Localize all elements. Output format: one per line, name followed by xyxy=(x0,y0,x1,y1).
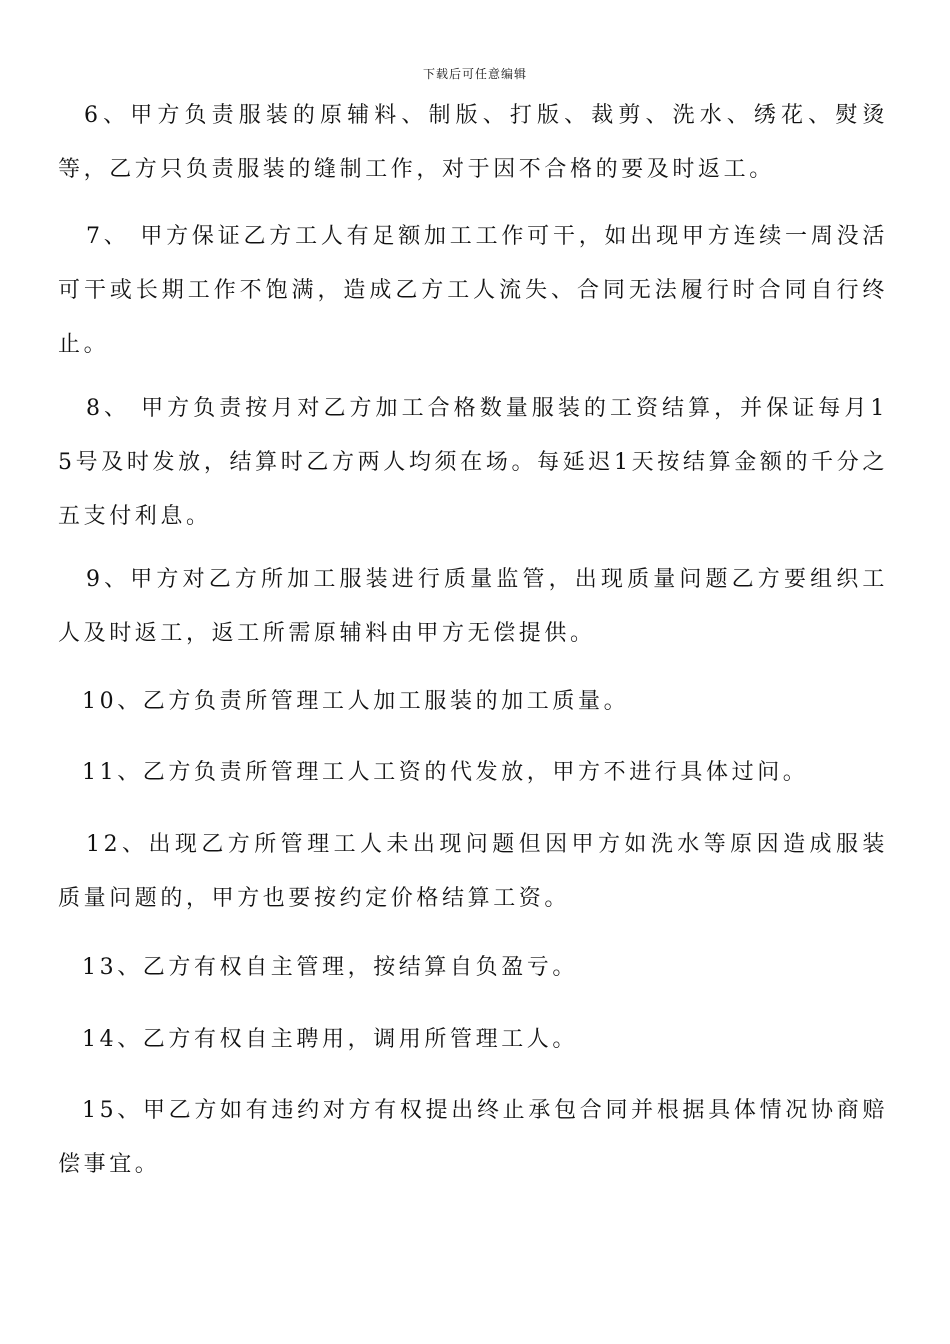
clause-8: 8、 甲方负责按月对乙方加工合格数量服装的工资结算，并保证每月15号及时发放，结算时乙方两人均须在场。每延迟1天按结算金额的千分之五支付利息。 xyxy=(58,396,888,529)
clause-12: 12、出现乙方所管理工人未出现问题但因甲方如洗水等原因造成服装质量问题的，甲方也要按约定价格结算工资。 xyxy=(58,832,888,911)
clause-6: 6、甲方负责服装的原辅料、制版、打版、裁剪、洗水、绣花、熨烫等，乙方只负责服装的缝制工作，对于因不合格的要及时返工。 xyxy=(58,103,888,182)
clause-14: 14、乙方有权自主聘用，调用所管理工人。 xyxy=(82,1027,578,1052)
header-note: 下载后可任意编辑 xyxy=(422,67,527,81)
clause-11: 11、乙方负责所管理工人工资的代发放，甲方不进行具体过问。 xyxy=(82,760,809,785)
clause-15: 15、甲乙方如有违约对方有权提出终止承包合同并根据具体情况协商赔偿事宜。 xyxy=(58,1098,888,1177)
clause-7: 7、 甲方保证乙方工人有足额加工工作可干，如出现甲方连续一周没活可干或长期工作不饱满，造成乙方工人流失、合同无法履行时合同自行终止。 xyxy=(58,224,888,357)
clause-13: 13、乙方有权自主管理，按结算自负盈亏。 xyxy=(82,955,578,980)
clause-9: 9、甲方对乙方所加工服装进行质量监管，出现质量问题乙方要组织工人及时返工，返工所需原辅料由甲方无偿提供。 xyxy=(58,567,888,646)
clause-10: 10、乙方负责所管理工人加工服装的加工质量。 xyxy=(82,689,630,714)
